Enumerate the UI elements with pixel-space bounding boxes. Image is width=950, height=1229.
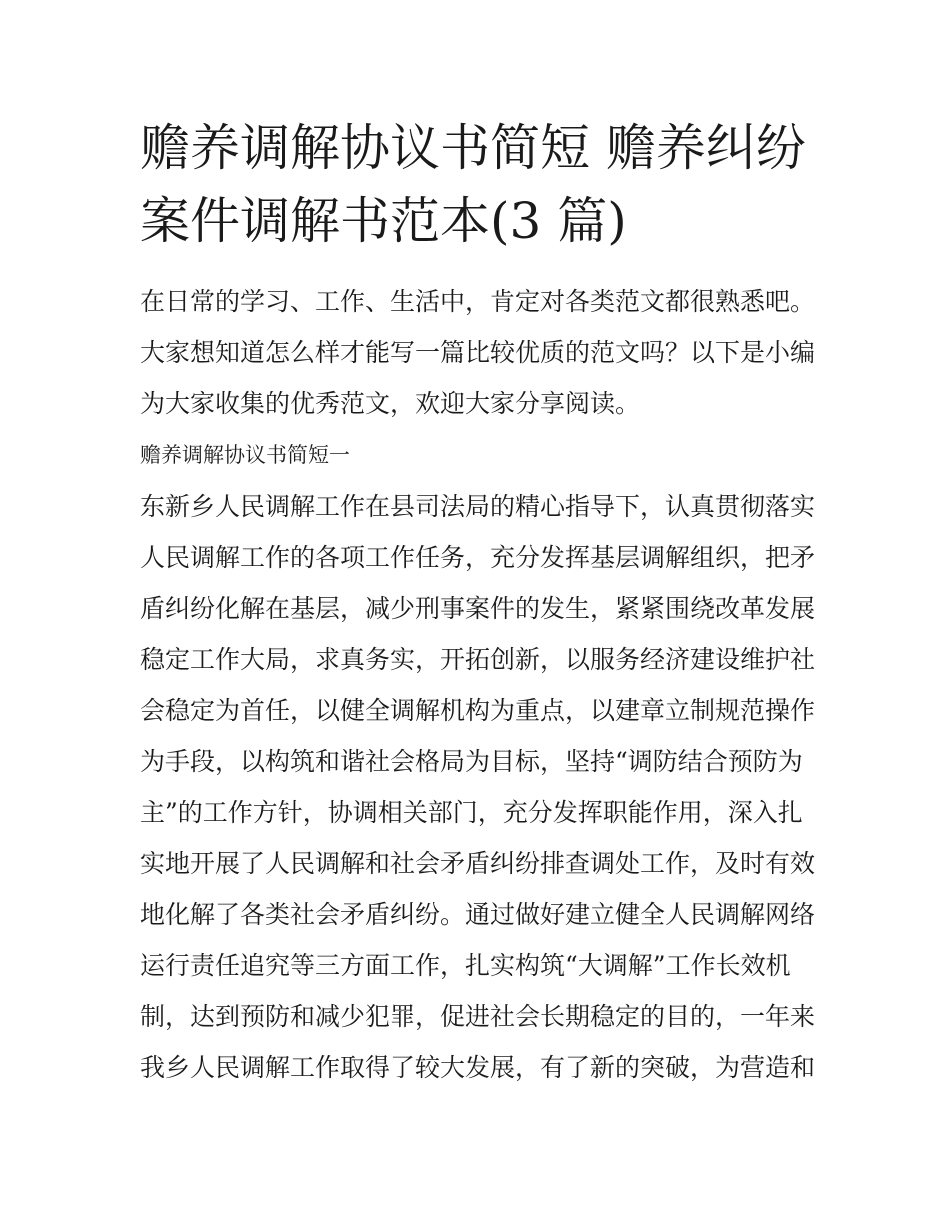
body-line: 稳定工作大局，求真务实，开拓创新，以服务经济建设维护社 xyxy=(140,645,816,674)
body-line: 实地开展了人民调解和社会矛盾纠纷排查调处工作，及时有效 xyxy=(140,849,816,878)
title-line-1: 赡养调解协议书简短 赡养纠纷 xyxy=(140,119,806,177)
body-line: 地化解了各类社会矛盾纠纷。通过做好建立健全人民调解网络 xyxy=(140,900,816,929)
body-line: 我乡人民调解工作取得了较大发展，有了新的突破，为营造和 xyxy=(140,1053,816,1082)
body-line: 人民调解工作的各项工作任务，充分发挥基层调解组织，把矛 xyxy=(140,543,816,572)
title-line-2: 案件调解书范本(3 篇) xyxy=(140,192,627,250)
body-line: 东新乡人民调解工作在县司法局的精心指导下，认真贯彻落实 xyxy=(140,492,816,521)
body-line: 制，达到预防和减少犯罪，促进社会长期稳定的目的，一年来 xyxy=(140,1002,816,1031)
body-line: 运行责任追究等三方面工作，扎实构筑“大调解”工作长效机 xyxy=(140,951,791,980)
document-body xyxy=(140,280,830,1097)
body-line: 主”的工作方针，协调相关部门，充分发挥职能作用，深入扎 xyxy=(140,798,803,827)
body-line: 盾纠纷化解在基层，减少刑事案件的发生，紧紧围绕改革发展 xyxy=(140,594,816,623)
body-line: 会稳定为首任，以健全调解机构为重点，以建章立制规范操作 xyxy=(140,696,816,725)
intro-line: 大家想知道怎么样才能写一篇比较优质的范文吗？以下是小编 xyxy=(140,338,816,367)
intro-line: 在日常的学习、工作、生活中，肯定对各类范文都很熟悉吧。 xyxy=(140,287,816,316)
intro-line: 为大家收集的优秀范文，欢迎大家分享阅读。 xyxy=(140,389,641,418)
body-line: 为手段，以构筑和谐社会格局为目标，坚持“调防结合预防为 xyxy=(140,747,803,776)
section-heading: 赡养调解协议书简短一 xyxy=(140,443,350,467)
document-title xyxy=(140,112,830,258)
